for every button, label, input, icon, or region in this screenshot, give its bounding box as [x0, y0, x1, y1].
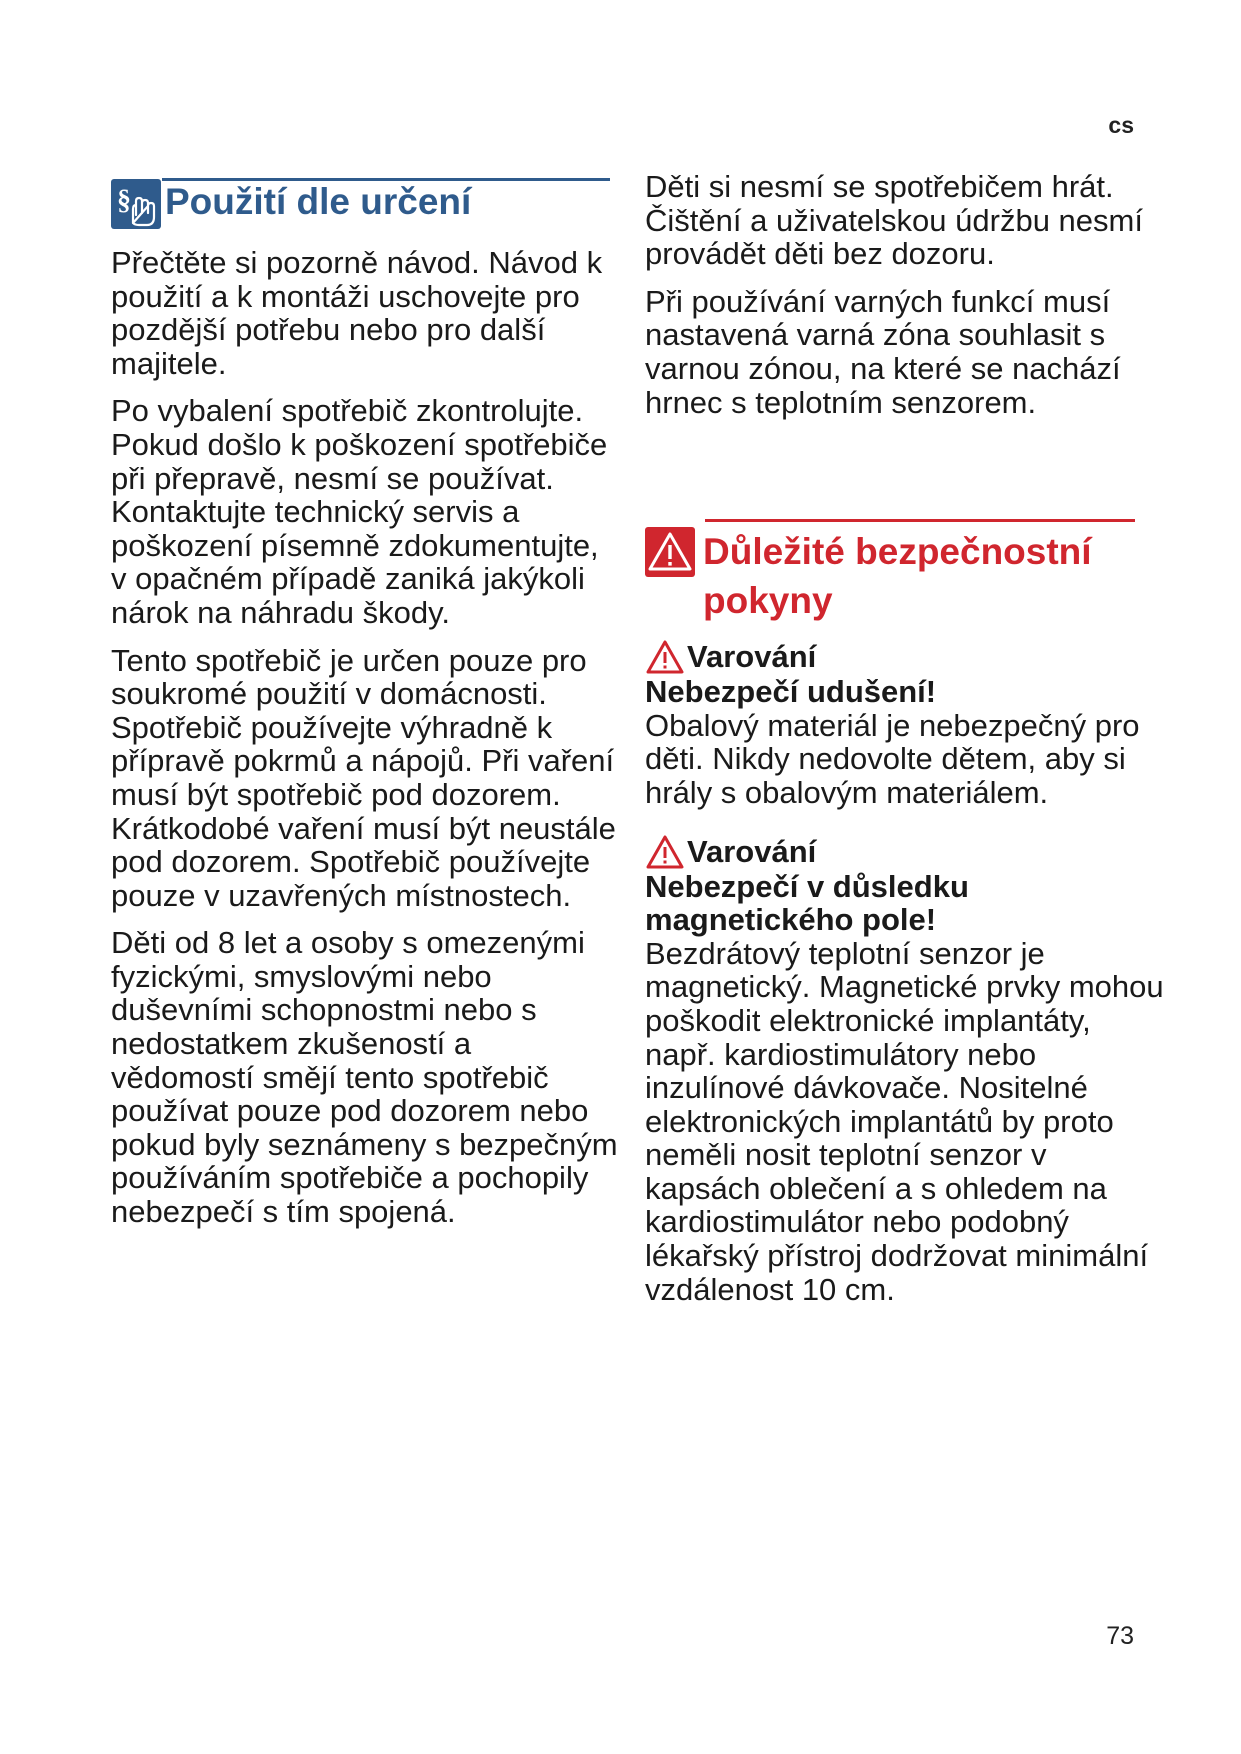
- warning-title: Nebezpečí udušení!: [645, 674, 937, 710]
- section-title: Použití dle určení: [165, 181, 472, 222]
- warning-text: Bezdrátový teplotní senzor je magnetický. Magnetické prvky mohou poškodit elektronické implantáty, např. kardiostimulátory nebo inzulínové dávkovače. Nositelné elektronických implantátů by proto neměli nosit teplotní senzor v kapsách oblečení a s ohledem na kardiostimulátor nebo podobný lékařský přístroj dodržovat minimální vzdálenost 10 cm.: [645, 935, 1164, 1307]
- section-heading-safety: [645, 519, 1165, 639]
- warning-triangle-icon: [645, 834, 685, 870]
- paragraph: Děti od 8 let a osoby s omezenými fyzickými, smyslovými nebo duševními schopnostmi nebo s nedostatkem zkušeností a vědomostí smějí tento spotřebič používat pouze pod dozorem nebo pokud byly seznámeny s bezpečným používáním spotřebiče a pochopily nebezpečí s tím spojená.: [111, 925, 618, 1230]
- warning-triangle-icon: [645, 527, 695, 577]
- svg-text:§: §: [117, 185, 131, 216]
- page-number: 73: [1106, 1622, 1134, 1650]
- warning-block: [645, 639, 1165, 809]
- warning-text: Obalový materiál je nebezpečný pro děti. Nikdy nedovolte dětem, aby si hrály s obalovým materiálem.: [645, 707, 1140, 810]
- warning-label: Varování: [687, 833, 817, 869]
- warning-triangle-icon: [645, 639, 685, 675]
- left-column: [111, 176, 621, 1243]
- paragraph: Po vybalení spotřebič zkontrolujte. Pokud došlo k poškození spotřebiče při přepravě, nesmí se používat. Kontaktujte technický servis a poškození písemně zdokumentujte, v opačném případě zaniká jakýkoli nárok na náhradu škody.: [111, 393, 608, 630]
- warning-label: Varování: [687, 639, 817, 675]
- section-heading-intended-use: [111, 176, 621, 246]
- warning-title: Nebezpečí v důsledku magnetického pole!: [645, 868, 969, 938]
- warning-block: [645, 834, 1165, 1307]
- heading-rule: [705, 519, 1135, 522]
- language-code: cs: [1108, 112, 1134, 138]
- paragraph-hand-icon: [111, 179, 161, 229]
- paragraph: Přečtěte si pozorně návod. Návod k použití a k montáži uschovejte pro pozdější potřebu nebo pro další majitele.: [111, 245, 603, 381]
- right-column: [645, 170, 1165, 1330]
- section-title: Důležité bezpečnostní pokyny: [703, 531, 1092, 622]
- paragraph: Děti si nesmí se spotřebičem hrát. Čištění a uživatelskou údržbu nesmí provádět děti bez dozoru.: [645, 169, 1143, 272]
- paragraph: Tento spotřebič je určen pouze pro soukromé použití v domácnosti. Spotřebič používejte výhradně k přípravě pokrmů a nápojů. Při vaření musí být spotřebič pod dozorem. Krátkodobé vaření musí být neustále pod dozorem. Spotřebič používejte pouze v uzavřených místnostech.: [111, 642, 616, 913]
- paragraph: Při používání varných funkcí musí nastavená varná zóna souhlasit s varnou zónou, na které se nachází hrnec s teplotním senzorem.: [645, 283, 1121, 420]
